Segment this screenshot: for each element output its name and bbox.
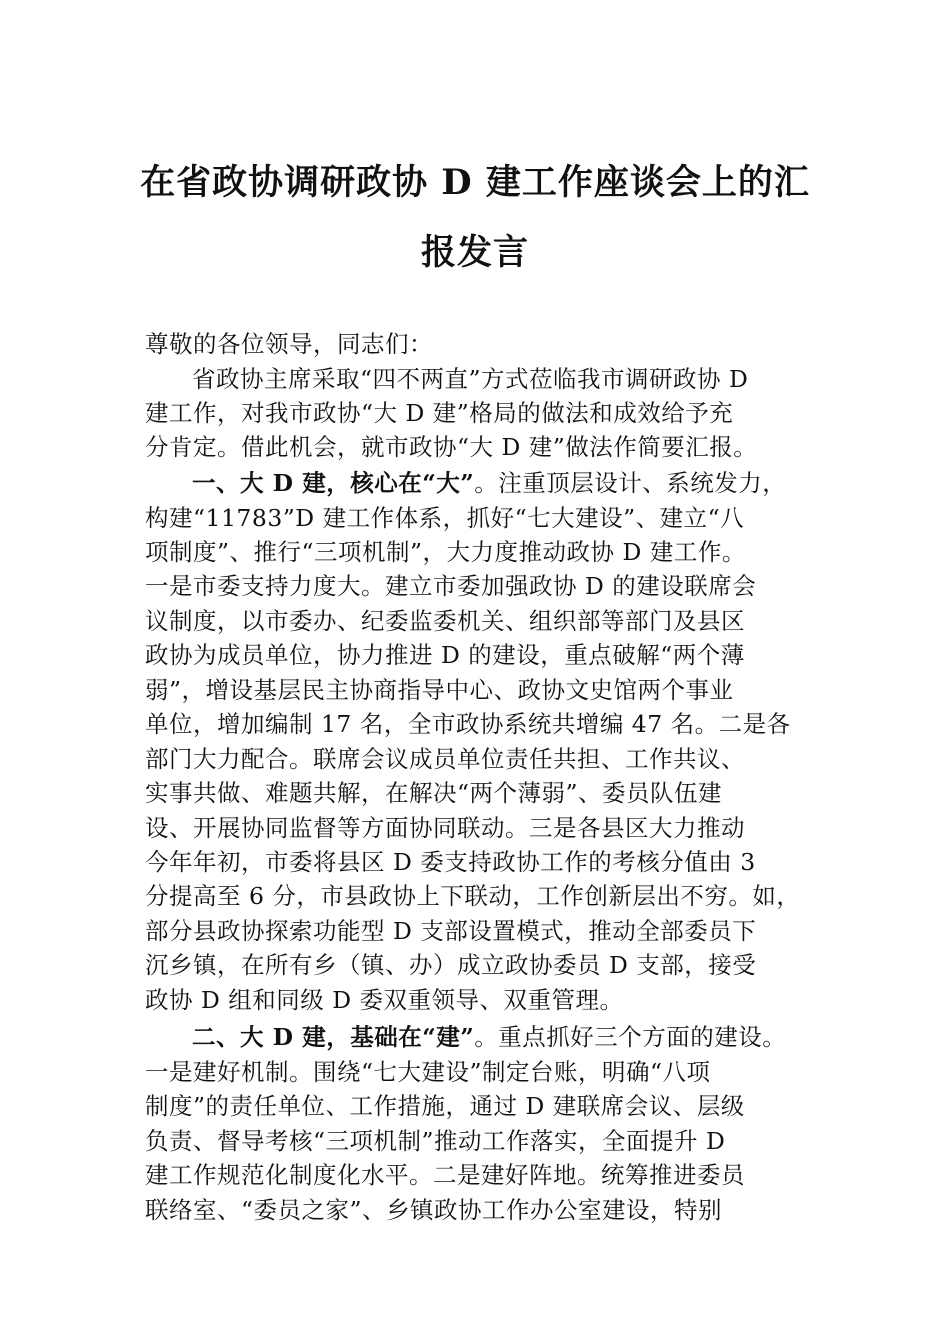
section-1-line: 实事共做、难题共解，在解决“两个薄弱”、委员队伍建 <box>145 779 723 807</box>
section-1-line: 部分县政协探索功能型 D 支部设置模式，推动全部委员下 <box>145 917 757 945</box>
document-title-line-1: 在省政协调研政协 D 建工作座谈会上的汇 <box>140 162 810 203</box>
document-title-line-2: 报发言 <box>420 232 529 273</box>
section-1-line: 部门大力配合。联席会议成员单位责任共担、工作共议、 <box>145 745 745 773</box>
section-1-line: 构建“11783”D 建工作体系，抓好“七大建设”、建立“八 <box>145 504 745 532</box>
section-1-first-line-text: 。注重顶层设计、系统发力， <box>474 469 787 497</box>
section-1-line: 设、开展协同监督等方面协同联动。三是各县区大力推动 <box>145 814 745 842</box>
section-1-first-line <box>192 468 825 498</box>
section-1-line: 政协 D 组和同级 D 委双重领导、双重管理。 <box>145 986 624 1014</box>
section-1-line: 单位，增加编制 17 名，全市政协系统共增编 47 名。二是各 <box>145 710 791 738</box>
section-2-line: 联络室、“委员之家”、乡镇政协工作办公室建设，特别 <box>145 1196 723 1224</box>
section-2-line: 一是建好机制。围绕“七大建设”制定台账，明确“八项 <box>145 1058 711 1086</box>
section-2-line: 制度”的责任单位、工作措施，通过 D 建联席会议、层级 <box>145 1092 745 1120</box>
section-1-line: 分提高至 6 分，市县政协上下联动，工作创新层出不穷。如， <box>145 882 801 910</box>
section-2-first-line-text: 。重点抓好三个方面的建设。 <box>474 1023 787 1051</box>
section-2-heading: 二、大 D 建，基础在“建” <box>192 1023 475 1051</box>
paragraph-1-line: 建工作，对我市政协“大 D 建”格局的做法和成效给予充 <box>145 399 734 427</box>
section-1-line: 弱”，增设基层民主协商指导中心、政协文史馆两个事业 <box>145 676 734 704</box>
section-1-line: 沉乡镇，在所有乡（镇、办）成立政协委员 D 支部，接受 <box>145 951 757 979</box>
section-2-first-line <box>192 1022 825 1052</box>
section-1-line: 政协为成员单位，协力推进 D 的建设，重点破解“两个薄 <box>145 641 745 669</box>
section-1-line: 今年年初，市委将县区 D 委支持政协工作的考核分值由 3 <box>145 848 756 876</box>
paragraph-1-line: 省政协主席采取“四不两直”方式莅临我市调研政协 D <box>192 365 749 393</box>
section-1-line: 项制度”、推行“三项机制”，大力度推动政协 D 建工作。 <box>145 538 746 566</box>
salutation: 尊敬的各位领导，同志们： <box>145 330 433 358</box>
section-2-line: 建工作规范化制度化水平。二是建好阵地。统筹推进委员 <box>145 1161 745 1189</box>
section-1-line: 一是市委支持力度大。建立市委加强政协 D 的建设联席会 <box>145 572 757 600</box>
section-2-line: 负责、督导考核“三项机制”推动工作落实，全面提升 D <box>145 1127 726 1155</box>
section-1-heading: 一、大 D 建，核心在“大” <box>192 469 475 497</box>
section-1-line: 议制度，以市委办、纪委监委机关、组织部等部门及县区 <box>145 607 745 635</box>
paragraph-1-line: 分肯定。借此机会，就市政协“大 D 建”做法作简要汇报。 <box>145 433 758 461</box>
